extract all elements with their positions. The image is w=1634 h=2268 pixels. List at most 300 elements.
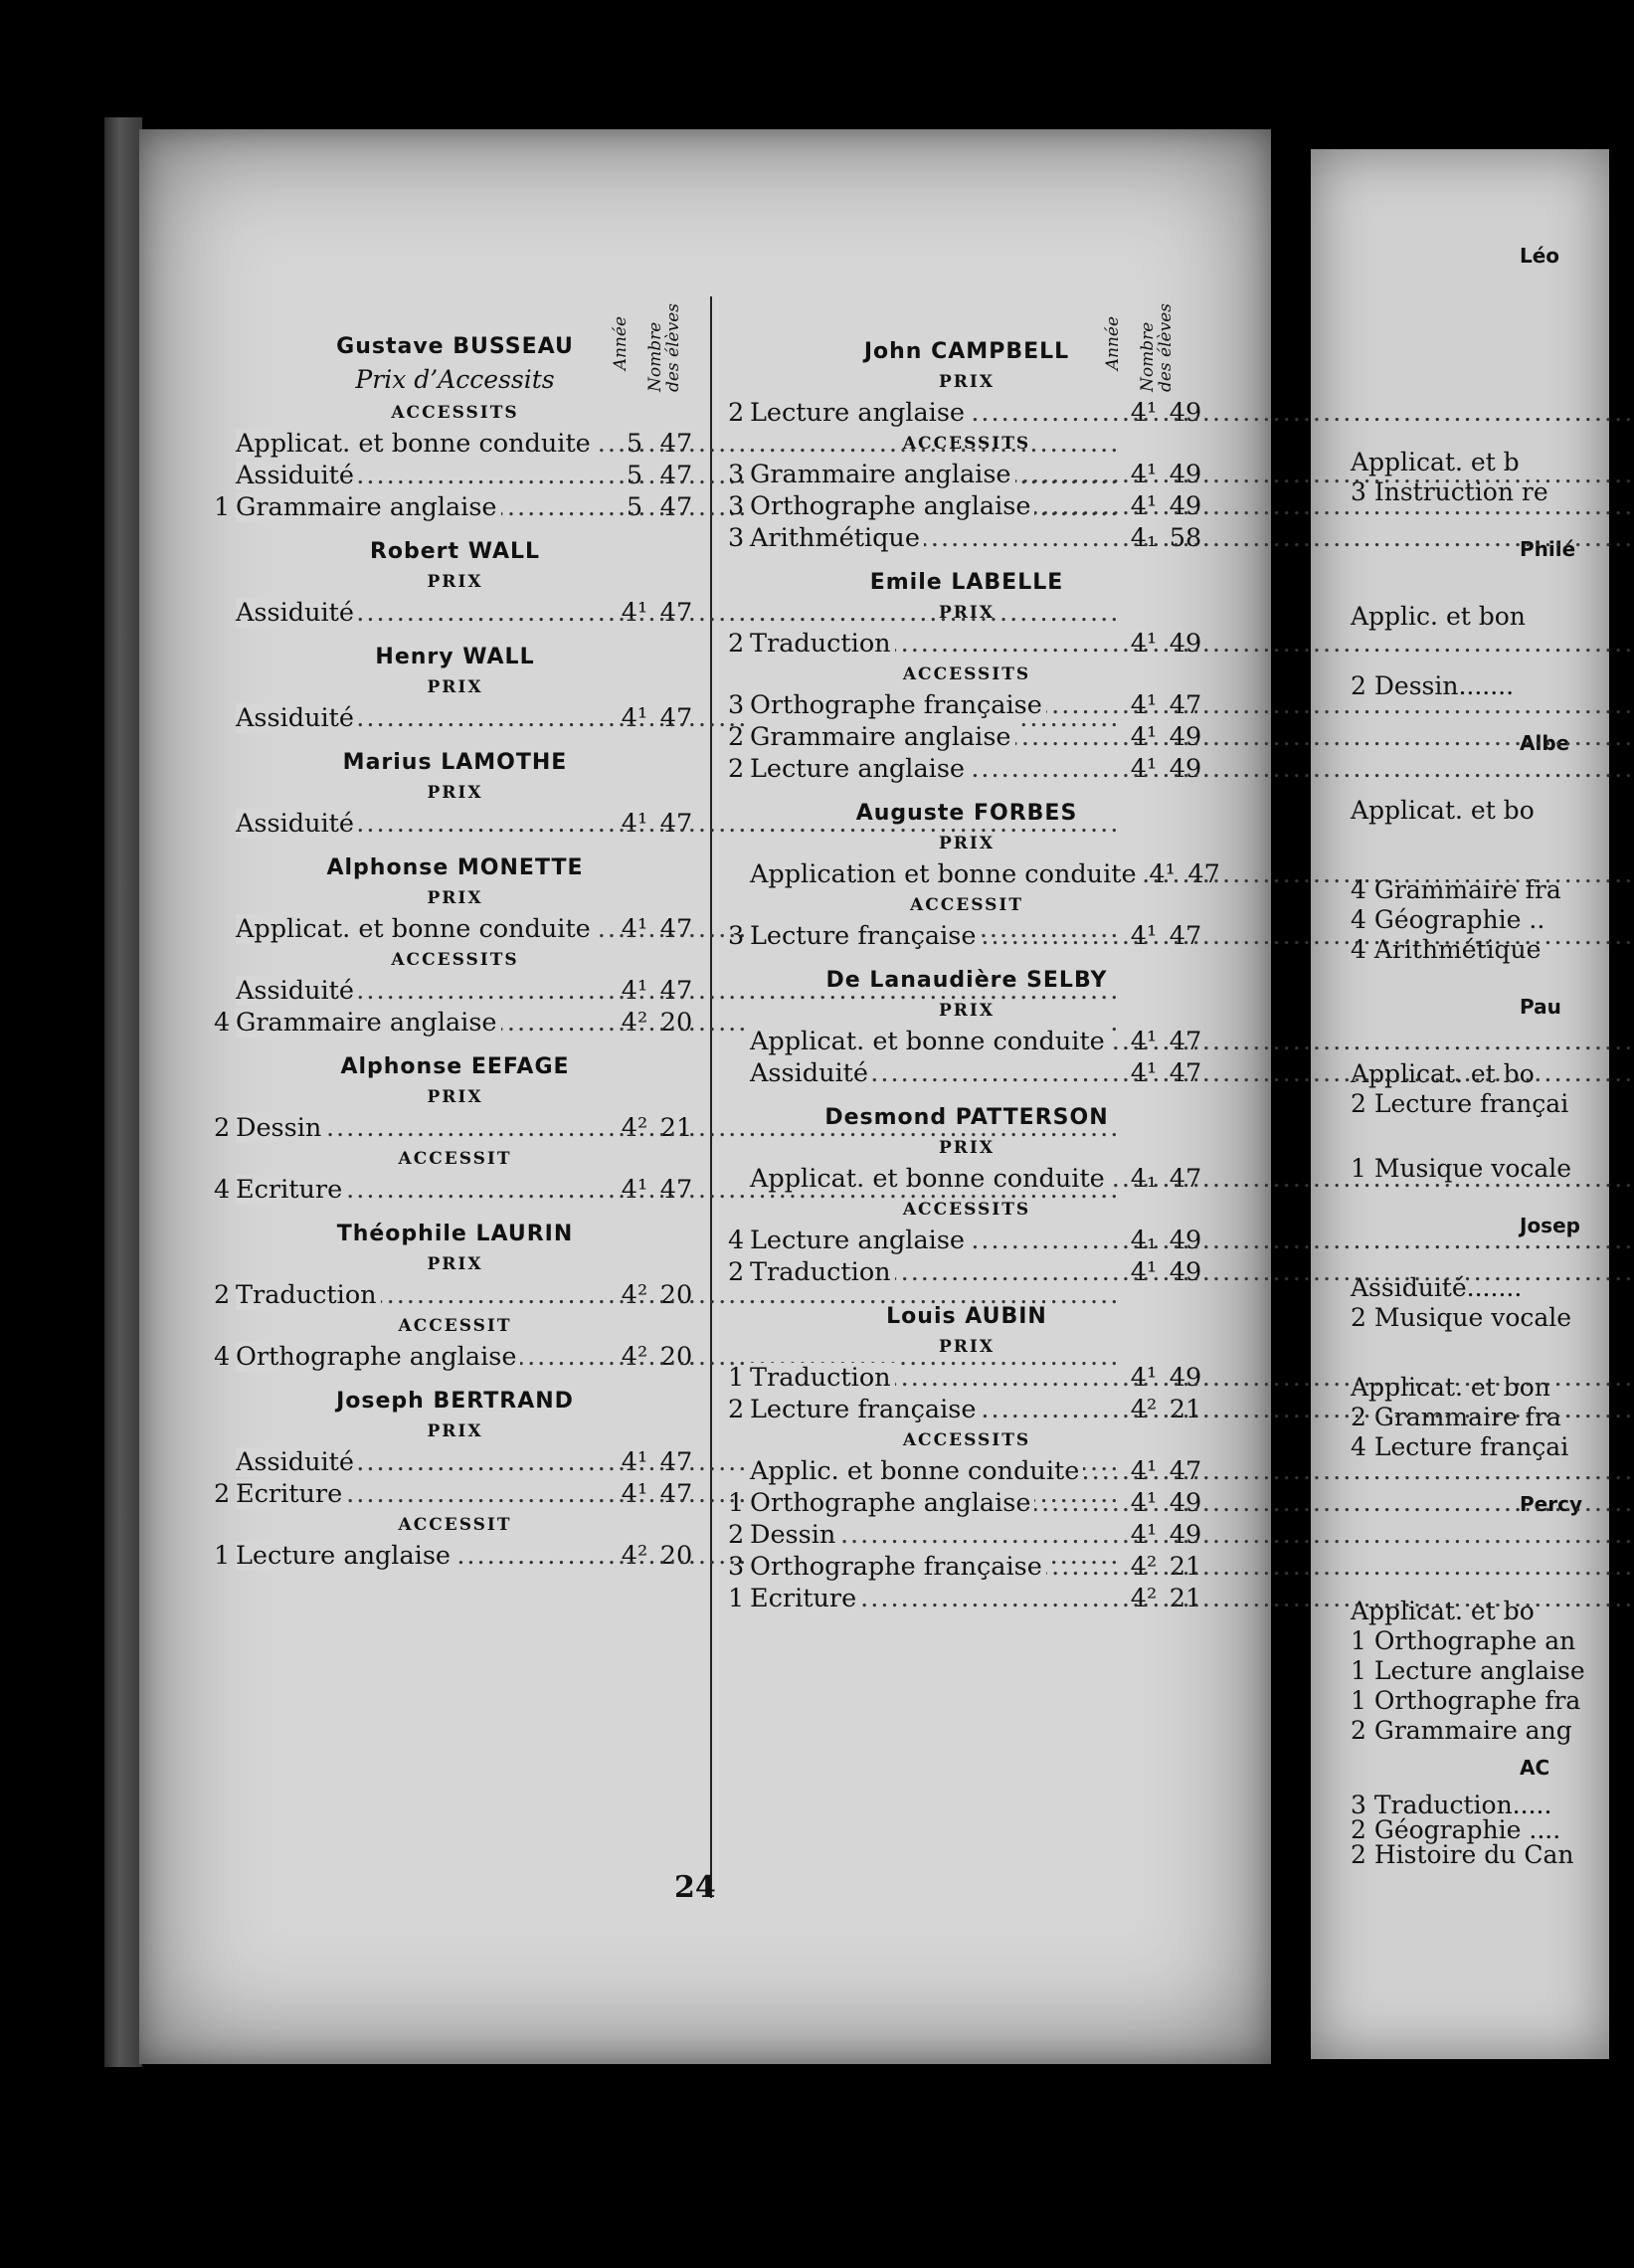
- nombre-eleves: 20: [659, 1541, 693, 1571]
- subject-label: Arithmétique: [750, 523, 924, 553]
- student-name: Auguste FORBES: [855, 801, 1078, 826]
- student-name: Louis AUBIN: [886, 1304, 1047, 1329]
- nombre-eleves: 21: [1169, 1395, 1202, 1424]
- spacer: [214, 734, 696, 748]
- nombre-eleves: 49: [1169, 491, 1202, 521]
- section-heading: PRIX: [427, 1421, 483, 1441]
- facing-page-text: 1 Musique vocale: [1351, 1154, 1572, 1183]
- annee: 4¹: [1130, 1058, 1158, 1088]
- left-column: [214, 318, 696, 1572]
- subject: [236, 808, 613, 840]
- rank: 1: [214, 492, 231, 522]
- facing-page-text: Albe: [1520, 731, 1570, 755]
- facing-page-text: 2 Histoire du Can: [1351, 1840, 1574, 1869]
- subject: [236, 1446, 613, 1478]
- student-name: Alphonse MONETTE: [326, 855, 584, 880]
- student-name: Desmond PATTERSON: [824, 1105, 1109, 1130]
- subject-label: Assiduité: [750, 1058, 872, 1088]
- nombre-eleves: 49: [1169, 754, 1202, 784]
- spacer: [728, 952, 1205, 966]
- subject: [750, 628, 1122, 660]
- rank: 4: [214, 1175, 231, 1205]
- section-heading: ACCESSIT: [398, 1149, 512, 1169]
- rank: 2: [214, 1280, 231, 1310]
- subject: [750, 1163, 1122, 1195]
- rank: 3: [728, 523, 745, 553]
- award-row: [214, 1279, 696, 1311]
- annee: 4¹: [621, 809, 648, 839]
- rank: 2: [728, 629, 745, 659]
- right-column: [728, 323, 1220, 1614]
- column-divider: [710, 296, 712, 1898]
- subject: [750, 1026, 1122, 1057]
- annee: 4¹: [621, 1175, 648, 1205]
- subject: [750, 1455, 1122, 1487]
- subject: [236, 597, 613, 629]
- spacer: [214, 1373, 696, 1387]
- subject-label: Lecture anglaise: [750, 398, 969, 428]
- book-binding: [104, 117, 142, 2067]
- section-heading: ACCESSITS: [391, 403, 519, 423]
- section-heading: PRIX: [938, 372, 996, 392]
- spacer: [214, 523, 696, 537]
- rank: 4: [214, 1342, 231, 1372]
- spacer: [214, 1039, 696, 1052]
- rank: 2: [728, 722, 745, 752]
- annee: 4²: [1130, 1584, 1158, 1613]
- student-name: Théophile LAURIN: [336, 1222, 574, 1246]
- annee: 4¹: [1130, 690, 1158, 720]
- award-row: [728, 1163, 1205, 1195]
- rank: 4: [728, 1226, 745, 1255]
- award-row: [728, 1487, 1205, 1519]
- nombre-eleves: 21: [1169, 1552, 1202, 1582]
- subject-label: Orthographe anglaise: [750, 1488, 1034, 1518]
- award-row: [728, 459, 1205, 490]
- section-heading: ACCESSIT: [910, 895, 1023, 915]
- nombre-eleves: 47: [1169, 1058, 1202, 1088]
- facing-page-text: 2 Géographie ....: [1351, 1815, 1561, 1844]
- spacer: [214, 629, 696, 643]
- annee: 4¹: [1130, 1520, 1158, 1550]
- subject-label: Orthographe anglaise: [236, 1342, 520, 1372]
- subject-label: Grammaire anglaise: [236, 492, 501, 522]
- section-heading: PRIX: [427, 888, 483, 908]
- subject-label: Applicat. et bonne conduite: [236, 429, 595, 459]
- subject: [750, 490, 1122, 522]
- award-row: [214, 1174, 696, 1206]
- rank: 2: [728, 1520, 745, 1550]
- annee: 4¹: [1130, 629, 1158, 659]
- award-row: [214, 597, 696, 629]
- facing-page-text: Applicat. et bo: [1351, 1059, 1535, 1088]
- section-heading: PRIX: [427, 783, 483, 803]
- annee: 5: [626, 429, 643, 459]
- annee: 4¹: [1130, 491, 1158, 521]
- nombre-eleves: 49: [1169, 1520, 1202, 1550]
- facing-page-text: 1 Lecture anglaise: [1351, 1656, 1585, 1685]
- subject: [750, 1519, 1122, 1551]
- facing-page-text: Assiduité.......: [1351, 1273, 1523, 1302]
- student-name: De Lanaudière SELBY: [825, 968, 1108, 993]
- section-heading: PRIX: [427, 1087, 483, 1107]
- rank: 1: [728, 1363, 745, 1393]
- rank: 2: [728, 1257, 745, 1287]
- subject-label: Ecriture: [236, 1175, 346, 1205]
- subject-label: Assiduité: [236, 1447, 358, 1477]
- subject: [236, 1478, 613, 1510]
- facing-page-text: 4 Grammaire fra: [1351, 875, 1561, 904]
- rank: 1: [728, 1584, 745, 1613]
- subject: [750, 397, 1122, 429]
- award-row: [728, 1057, 1205, 1089]
- nombre-eleves: 49: [1169, 398, 1202, 428]
- nombre-eleves: 47: [1169, 690, 1202, 720]
- award-row: [728, 858, 1220, 890]
- facing-page-text: Josep: [1520, 1214, 1580, 1237]
- facing-page-text: Applicat. et bo: [1351, 796, 1535, 825]
- annee: 4¹: [621, 1447, 648, 1477]
- award-row: [728, 397, 1205, 429]
- subject-label: Grammaire anglaise: [750, 722, 1015, 752]
- annee: 4¹: [1130, 921, 1158, 951]
- nombre-eleves: 49: [1169, 722, 1202, 752]
- facing-page-text: 3 Instruction re: [1351, 477, 1548, 506]
- award-row: [728, 1551, 1205, 1583]
- subject-label: Orthographe française: [750, 1552, 1046, 1582]
- annee: 4²: [621, 1541, 648, 1571]
- nombre-eleves: 47: [1187, 859, 1220, 889]
- rank: 3: [728, 690, 745, 720]
- nombre-eleves: 47: [659, 914, 693, 944]
- annee: 4¹: [1130, 1456, 1158, 1486]
- annee: 4¹: [1130, 722, 1158, 752]
- annee: 4¹: [1130, 398, 1158, 428]
- facing-page-text: Applic. et bon: [1351, 602, 1526, 631]
- facing-page-text: Applicat. et bon: [1351, 1373, 1550, 1402]
- subject: [750, 753, 1122, 785]
- column-header-nombre-right: Nombre des élèves: [1138, 303, 1176, 393]
- nombre-eleves: 47: [659, 1175, 693, 1205]
- annee: 4¹: [1130, 1488, 1158, 1518]
- annee: 4¹: [621, 976, 648, 1006]
- subject: [236, 428, 613, 460]
- facing-page-text: 4 Géographie ..: [1351, 905, 1545, 934]
- annee: 4₁: [1130, 1226, 1158, 1255]
- nombre-eleves: 47: [1169, 1456, 1202, 1486]
- annee: 4²: [621, 1113, 648, 1143]
- subject: [236, 1174, 613, 1206]
- annee: 4²: [621, 1342, 648, 1372]
- nombre-eleves: 47: [1169, 1027, 1202, 1056]
- column-header-annee: Année: [611, 316, 631, 371]
- award-row: [214, 808, 696, 840]
- subject-label: Application et bonne conduite: [750, 859, 1141, 889]
- spacer: [728, 1288, 1205, 1302]
- subject: [750, 1487, 1122, 1519]
- award-row: [214, 1341, 696, 1373]
- subject: [750, 1256, 1122, 1288]
- annee: 4¹: [621, 703, 648, 733]
- facing-page: [1311, 149, 1609, 2059]
- column-header-annee-right: Année: [1103, 316, 1123, 371]
- section-subtitle: Prix d’Accessits: [355, 365, 555, 394]
- subject-label: Ecriture: [750, 1584, 860, 1613]
- subject: [236, 975, 613, 1007]
- subject-label: Traduction: [750, 1257, 895, 1287]
- nombre-eleves: 49: [1169, 1488, 1202, 1518]
- section-heading: PRIX: [427, 572, 483, 592]
- subject-label: Assiduité: [236, 461, 358, 490]
- award-row: [728, 628, 1205, 660]
- award-row: [214, 491, 696, 523]
- subject: [750, 1057, 1122, 1089]
- facing-page-text: 2 Lecture françai: [1351, 1089, 1569, 1118]
- nombre-eleves: 47: [659, 461, 693, 490]
- award-row: [214, 1478, 696, 1510]
- subject: [236, 1279, 613, 1311]
- rank: 2: [214, 1479, 231, 1509]
- subject-label: Assiduité: [236, 598, 358, 628]
- rank: 2: [728, 754, 745, 784]
- subject: [236, 1007, 613, 1039]
- nombre-eleves: 47: [659, 809, 693, 839]
- student-name: Henry WALL: [375, 645, 535, 669]
- section-heading: ACCESSITS: [902, 1430, 1031, 1450]
- annee: 4¹: [1130, 1363, 1158, 1393]
- subject: [236, 1112, 613, 1144]
- student-name: Alphonse EEFAGE: [340, 1054, 570, 1079]
- spacer: [728, 785, 1205, 799]
- subject: [750, 1362, 1122, 1394]
- annee: 5: [626, 461, 643, 490]
- nombre-eleves: 21: [659, 1113, 693, 1143]
- subject-label: Lecture anglaise: [236, 1541, 454, 1571]
- nombre-eleves: 20: [659, 1280, 693, 1310]
- facing-page-text: 2 Musique vocale: [1351, 1303, 1572, 1332]
- nombre-eleves: 49: [1169, 1226, 1202, 1255]
- award-row: [728, 1026, 1205, 1057]
- facing-page-text: Pau: [1520, 995, 1561, 1019]
- facing-page-text: 2 Grammaire ang: [1351, 1716, 1572, 1745]
- section-heading: PRIX: [938, 1138, 996, 1158]
- rank: 1: [214, 1541, 231, 1571]
- subject-label: Assiduité: [236, 703, 358, 733]
- subject: [750, 858, 1141, 890]
- section-heading: ACCESSIT: [398, 1316, 512, 1336]
- annee: 4¹: [621, 914, 648, 944]
- award-row: [214, 460, 696, 491]
- nombre-eleves: 58: [1169, 523, 1202, 553]
- annee: 4²: [621, 1008, 648, 1038]
- subject: [236, 913, 613, 945]
- annee: 4¹: [1130, 1257, 1158, 1287]
- subject-label: Assiduité: [236, 809, 358, 839]
- section-heading: PRIX: [427, 1254, 483, 1274]
- annee: 4¹: [621, 1479, 648, 1509]
- student-name: Emile LABELLE: [869, 570, 1064, 595]
- subject-label: Applicat. et bonne conduite: [750, 1027, 1109, 1056]
- rank: 4: [214, 1008, 231, 1038]
- subject-label: Lecture française: [750, 1395, 980, 1424]
- award-row: [214, 1540, 696, 1572]
- award-row: [214, 913, 696, 945]
- facing-page-text: 2 Dessin.......: [1351, 671, 1515, 700]
- nombre-eleves: 47: [659, 976, 693, 1006]
- section-heading: PRIX: [938, 834, 996, 853]
- award-row: [728, 1519, 1205, 1551]
- student-name: Robert WALL: [369, 539, 541, 564]
- nombre-eleves: 47: [659, 1479, 693, 1509]
- award-row: [728, 920, 1205, 952]
- nombre-eleves: 49: [1169, 1363, 1202, 1393]
- page-number: 24: [674, 1870, 716, 1905]
- section-heading: PRIX: [938, 1337, 996, 1357]
- annee: 4²: [1130, 1552, 1158, 1582]
- subject-label: Grammaire anglaise: [750, 460, 1015, 489]
- award-row: [728, 1362, 1205, 1394]
- subject-label: Applicat. et bonne conduite: [750, 1164, 1109, 1194]
- student-name: John CAMPBELL: [863, 339, 1070, 364]
- annee: 4²: [621, 1280, 648, 1310]
- subject-label: Traduction: [750, 1363, 895, 1393]
- award-row: [214, 428, 696, 460]
- subject: [236, 491, 613, 523]
- subject-label: Grammaire anglaise: [236, 1008, 501, 1038]
- spacer: [728, 554, 1205, 568]
- subject: [750, 459, 1122, 490]
- award-row: [214, 702, 696, 734]
- nombre-eleves: 49: [1169, 460, 1202, 489]
- facing-page-text: 4 Arithmétique: [1351, 935, 1542, 964]
- nombre-eleves: 47: [659, 598, 693, 628]
- column-header-nombre: Nombre des élèves: [645, 303, 683, 393]
- subject: [750, 689, 1122, 721]
- spacer: [214, 318, 696, 332]
- nombre-eleves: 47: [659, 1447, 693, 1477]
- subject: [750, 1394, 1122, 1425]
- nombre-eleves: 49: [1169, 629, 1202, 659]
- annee: 4¹: [1130, 460, 1158, 489]
- rank: 2: [728, 398, 745, 428]
- award-row: [728, 1256, 1205, 1288]
- student-name: Gustave BUSSEAU: [336, 334, 574, 359]
- section-heading: PRIX: [427, 677, 483, 697]
- section-heading: PRIX: [938, 603, 996, 623]
- subject: [750, 1225, 1122, 1256]
- subject: [750, 721, 1122, 753]
- facing-page-text: 1 Orthographe fra: [1351, 1686, 1581, 1715]
- subject-label: Orthographe anglaise: [750, 491, 1034, 521]
- rank: 2: [214, 1113, 231, 1143]
- spacer: [214, 1206, 696, 1220]
- subject: [750, 1551, 1122, 1583]
- rank: 3: [728, 460, 745, 489]
- nombre-eleves: 47: [1169, 921, 1202, 951]
- nombre-eleves: 49: [1169, 1257, 1202, 1287]
- annee: 4¹: [1130, 754, 1158, 784]
- facing-page-text: 1 Orthographe an: [1351, 1626, 1576, 1655]
- rank: 3: [728, 491, 745, 521]
- subject-label: Assiduité: [236, 976, 358, 1006]
- subject: [236, 702, 613, 734]
- spacer: [728, 1089, 1205, 1103]
- spacer: [214, 840, 696, 853]
- student-name: Joseph BERTRAND: [336, 1389, 574, 1414]
- rank: 3: [728, 1552, 745, 1582]
- subject-label: Ecriture: [236, 1479, 346, 1509]
- facing-page-text: Applicat. et b: [1351, 448, 1520, 476]
- student-name: Marius LAMOTHE: [342, 750, 568, 775]
- subject-label: Orthographe française: [750, 690, 1046, 720]
- award-row: [214, 975, 696, 1007]
- rank: 3: [728, 921, 745, 951]
- facing-page-text: 4 Lecture françai: [1351, 1432, 1569, 1461]
- facing-page-text: Percy: [1520, 1492, 1582, 1516]
- facing-page-text: Philé: [1520, 537, 1576, 561]
- subject: [236, 1341, 613, 1373]
- rank: 2: [728, 1395, 745, 1424]
- facing-page-text: AC: [1520, 1756, 1550, 1780]
- nombre-eleves: 47: [659, 492, 693, 522]
- award-row: [728, 490, 1205, 522]
- annee: 4¹: [1130, 1027, 1158, 1056]
- spacer: [728, 323, 1205, 337]
- award-row: [728, 721, 1205, 753]
- nombre-eleves: 20: [659, 1342, 693, 1372]
- award-row: [728, 1394, 1205, 1425]
- subject-label: Applic. et bonne conduite: [750, 1456, 1083, 1486]
- section-heading: ACCESSIT: [398, 1515, 512, 1535]
- nombre-eleves: 47: [1169, 1164, 1202, 1194]
- subject-label: Traduction: [236, 1280, 381, 1310]
- subject: [750, 522, 1122, 554]
- facing-page-text: 3 Traduction.....: [1351, 1791, 1552, 1819]
- annee: 4₁: [1130, 1164, 1158, 1194]
- subject: [236, 1540, 613, 1572]
- nombre-eleves: 20: [659, 1008, 693, 1038]
- annee: 4₁: [1130, 523, 1158, 553]
- section-heading: ACCESSITS: [391, 950, 519, 970]
- award-row: [214, 1446, 696, 1478]
- subject-label: Lecture française: [750, 921, 980, 951]
- nombre-eleves: 47: [659, 429, 693, 459]
- award-row: [728, 689, 1205, 721]
- award-row: [728, 522, 1205, 554]
- annee: 4¹: [1149, 859, 1176, 889]
- award-row: [728, 1225, 1205, 1256]
- annee: 5: [626, 492, 643, 522]
- subject-label: Applicat. et bonne conduite: [236, 914, 595, 944]
- section-heading: PRIX: [938, 1001, 996, 1021]
- facing-page-text: 2 Grammaire fra: [1351, 1403, 1561, 1431]
- section-heading: ACCESSITS: [902, 434, 1031, 454]
- subject-label: Lecture anglaise: [750, 754, 969, 784]
- subject: [750, 1583, 1122, 1614]
- award-row: [728, 1583, 1205, 1614]
- annee: 4²: [1130, 1395, 1158, 1424]
- section-heading: ACCESSITS: [902, 664, 1031, 684]
- subject: [750, 920, 1122, 952]
- subject-label: Lecture anglaise: [750, 1226, 969, 1255]
- award-row: [214, 1007, 696, 1039]
- subject-label: Traduction: [750, 629, 895, 659]
- section-heading: ACCESSITS: [902, 1200, 1031, 1220]
- rank: 1: [728, 1488, 745, 1518]
- subject: [236, 460, 613, 491]
- annee: 4¹: [621, 598, 648, 628]
- subject-label: Dessin: [750, 1520, 839, 1550]
